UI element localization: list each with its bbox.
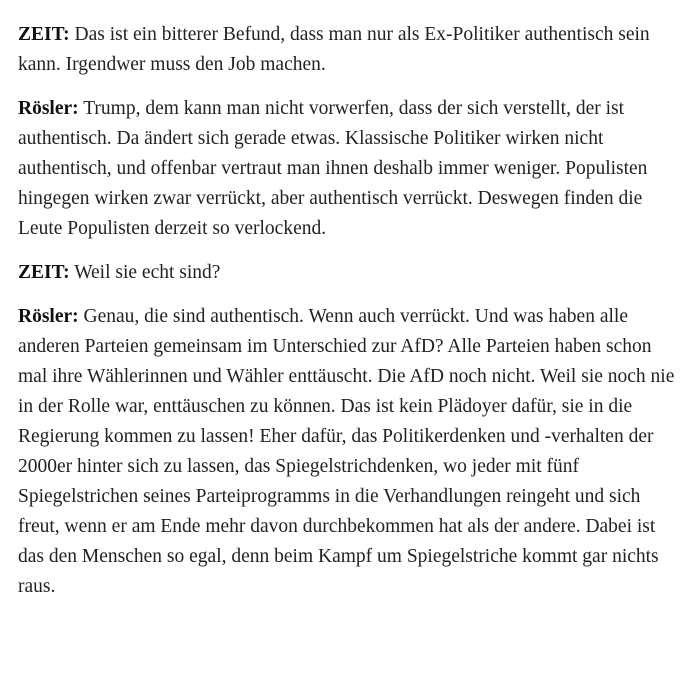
interview-paragraph-roesler-1 <box>18 94 678 244</box>
interview-paragraph-roesler-2 <box>18 302 678 602</box>
paragraph-text: Genau, die sind authentisch. Wenn auch verrückt. Und was haben alle anderen Parteien gemeinsam im Unterschied zur AfD? Alle Parteien haben schon mal ihre Wählerinnen und Wähler enttäuscht. Die AfD noch nicht. Weil sie noch nie in der Rolle war, enttäuschen zu können. Das ist kein Plädoyer dafür, sie in die Regierung kommen zu lassen! Eher dafür, das Politikerdenken und -verhalten der 2000er hinter sich zu lassen, das Spiegelstrichdenken, wo jeder mit fünf Spiegelstrichen seines Parteiprogramms in die Verhandlungen reingeht und sich freut, wenn er am Ende mehr davon durchbekommen hat als der andere. Dabei ist das den Menschen so egal, denn beim Kampf um Spiegelstriche kommt gar nichts raus. <box>18 306 675 597</box>
interview-article <box>18 20 678 616</box>
paragraph-text: Weil sie echt sind? <box>74 262 221 283</box>
speaker-label-roesler: Rösler: <box>18 98 79 119</box>
interview-paragraph-zeit-2 <box>18 258 678 288</box>
speaker-label-roesler: Rösler: <box>18 306 79 327</box>
paragraph-text: Das ist ein bitterer Befund, dass man nur als Ex-Politiker authentisch sein kann. Irgendwer muss den Job machen. <box>18 24 650 75</box>
speaker-label-zeit: ZEIT: <box>18 24 70 45</box>
speaker-label-zeit: ZEIT: <box>18 262 70 283</box>
interview-paragraph-zeit-1 <box>18 20 678 80</box>
paragraph-text: Trump, dem kann man nicht vorwerfen, dass der sich verstellt, der ist authentisch. Da ändert sich gerade etwas. Klassische Politiker wirken nicht authentisch, und offenbar vertraut man ihnen deshalb immer weniger. Populisten hingegen wirken zwar verrückt, aber authentisch verrückt. Deswegen finden die Leute Populisten derzeit so verlockend. <box>18 98 648 239</box>
